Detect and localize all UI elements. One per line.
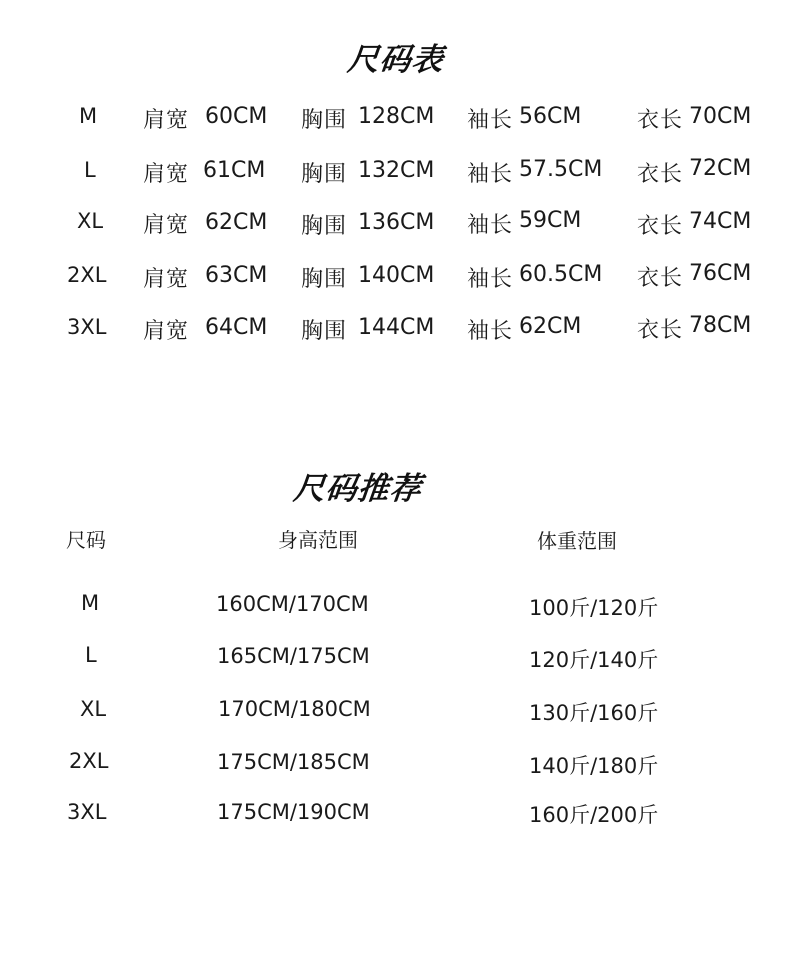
rec-height-value: 175CM/185CM [217,750,370,774]
size-label-l: L [84,158,96,182]
length-value: 72CM [689,156,752,181]
rec-weight-value: 100斤/120斤 [529,596,659,620]
rec-height-value: 165CM/175CM [217,644,370,668]
chest-value: 140CM [358,263,435,288]
length-label: 衣长 [637,266,684,291]
shoulder-label: 肩宽 [143,162,190,187]
rec-height-value: 160CM/170CM [216,592,369,616]
rec-size-3xl: 3XL [67,800,107,824]
header-size: 尺码 [66,528,106,552]
sleeve-value: 60.5CM [519,262,603,287]
chest-label: 胸围 [301,319,348,344]
rec-weight-value: 120斤/140斤 [529,648,659,672]
sleeve-label: 袖长 [467,267,514,292]
chest-value: 136CM [358,210,435,235]
sleeve-label: 袖长 [467,162,514,187]
sleeve-label: 袖长 [467,319,514,344]
rec-size-m: M [81,591,100,615]
rec-weight-value: 130斤/160斤 [529,701,659,725]
chest-value: 132CM [358,158,435,183]
shoulder-label: 肩宽 [143,108,190,133]
rec-size-2xl: 2XL [69,749,109,773]
shoulder-value: 63CM [205,263,268,288]
size-recommendation-title: 尺码推荐 [291,471,424,507]
shoulder-label: 肩宽 [143,267,190,292]
shoulder-value: 62CM [205,210,268,235]
length-value: 74CM [689,209,752,234]
sleeve-value: 56CM [519,104,582,129]
size-chart-title: 尺码表 [345,42,446,78]
shoulder-label: 肩宽 [143,213,190,238]
length-value: 78CM [689,313,752,338]
chest-label: 胸围 [301,108,348,133]
length-label: 衣长 [637,162,684,187]
shoulder-value: 61CM [203,158,266,183]
length-label: 衣长 [637,108,684,133]
sleeve-value: 59CM [519,208,582,233]
sleeve-label: 袖长 [467,108,514,133]
chest-label: 胸围 [301,267,348,292]
size-label-2xl: 2XL [67,263,107,287]
size-label-m: M [79,104,98,128]
shoulder-value: 64CM [205,315,268,340]
sleeve-value: 57.5CM [519,157,603,182]
sleeve-value: 62CM [519,314,582,339]
chest-value: 144CM [358,315,435,340]
rec-height-value: 175CM/190CM [217,800,370,824]
header-weight-range: 体重范围 [537,529,617,553]
length-value: 76CM [689,261,752,286]
rec-size-xl: XL [80,697,107,721]
rec-weight-value: 140斤/180斤 [529,754,659,778]
size-label-3xl: 3XL [67,315,107,339]
shoulder-value: 60CM [205,104,268,129]
size-label-xl: XL [77,209,104,233]
shoulder-label: 肩宽 [143,319,190,344]
chest-label: 胸围 [301,162,348,187]
chest-value: 128CM [358,104,435,129]
rec-weight-value: 160斤/200斤 [529,803,659,827]
length-value: 70CM [689,104,752,129]
length-label: 衣长 [637,318,684,343]
rec-size-l: L [85,643,97,667]
sleeve-label: 袖长 [467,213,514,238]
chest-label: 胸围 [301,214,348,239]
length-label: 衣长 [637,214,684,239]
header-height-range: 身高范围 [278,528,358,552]
rec-height-value: 170CM/180CM [218,697,371,721]
